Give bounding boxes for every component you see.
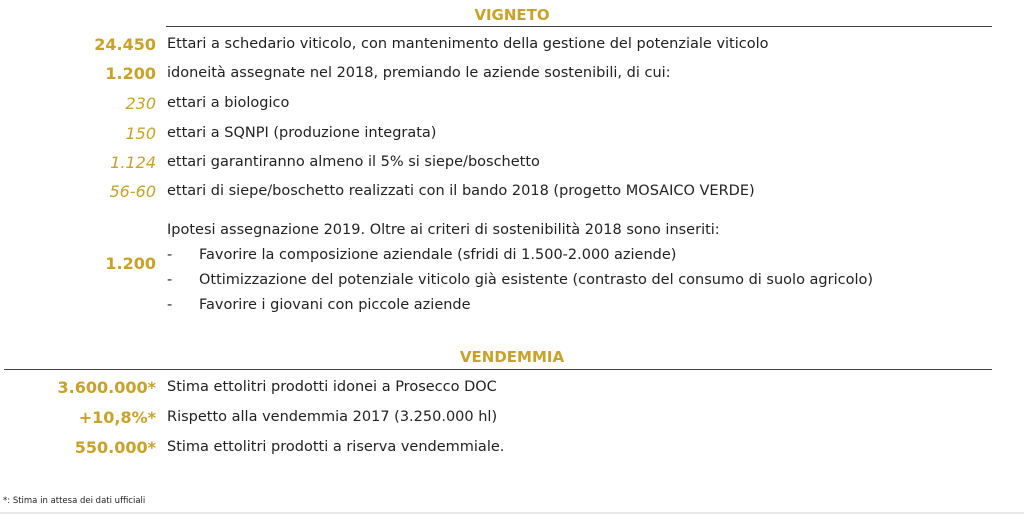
bullet-dash: - xyxy=(167,297,173,313)
vendemmia-desc: Stima ettolitri prodotti a riserva vendemmiale. xyxy=(167,439,505,455)
vigneto-desc: ettari garantiranno almeno il 5% si siepe/boschetto xyxy=(167,154,540,170)
vigneto-value: 150 xyxy=(125,124,156,143)
vigneto-desc: Ettari a schedario viticolo, con mantenimento della gestione del potenziale viticolo xyxy=(167,36,769,52)
vigneto-row xyxy=(0,35,1024,59)
bullet-dash: - xyxy=(167,247,173,263)
ipotesi-bullet xyxy=(167,243,873,268)
vendemmia-desc: Stima ettolitri prodotti idonei a Prosecco DOC xyxy=(167,379,497,395)
ipotesi-bullet xyxy=(167,293,873,318)
footnote: *: Stima in attesa dei dati ufficiali xyxy=(3,496,146,506)
vigneto-row xyxy=(0,124,1024,148)
vigneto-title: VIGNETO xyxy=(474,6,550,24)
bottom-divider xyxy=(0,512,1024,514)
vigneto-desc: ettari di siepe/boschetto realizzati con il bando 2018 (progetto MOSAICO VERDE) xyxy=(167,183,755,199)
ipotesi-block xyxy=(167,218,873,318)
bullet-dash: - xyxy=(167,272,173,288)
ipotesi-intro: Ipotesi assegnazione 2019. Oltre ai criteri di sostenibilità 2018 sono inseriti: xyxy=(167,222,720,238)
vigneto-value: 1.200 xyxy=(105,64,156,83)
ipotesi-bullet xyxy=(167,268,873,293)
vigneto-row xyxy=(0,153,1024,177)
vigneto-desc: idoneità assegnate nel 2018, premiando le aziende sostenibili, di cui: xyxy=(167,65,671,81)
ipotesi-bullet-text: Favorire la composizione aziendale (sfridi di 1.500-2.000 aziende) xyxy=(199,247,677,263)
vendemmia-rule xyxy=(4,369,992,370)
vendemmia-row xyxy=(0,378,1024,402)
vigneto-row xyxy=(0,182,1024,206)
vendemmia-row xyxy=(0,408,1024,432)
ipotesi-bullet-text: Ottimizzazione del potenziale viticolo già esistente (contrasto del consumo di suolo agricolo) xyxy=(199,272,874,288)
vigneto-row xyxy=(0,64,1024,88)
vendemmia-value: 550.000* xyxy=(74,438,156,457)
vendemmia-value: 3.600.000* xyxy=(57,378,156,397)
vendemmia-title: VENDEMMIA xyxy=(459,348,565,366)
vendemmia-value: +10,8%* xyxy=(78,408,156,427)
vigneto-desc: ettari a SQNPI (produzione integrata) xyxy=(167,125,437,141)
vigneto-rule xyxy=(166,26,992,27)
vigneto-value: 230 xyxy=(125,94,156,113)
vendemmia-row xyxy=(0,438,1024,462)
vendemmia-desc: Rispetto alla vendemmia 2017 (3.250.000 hl) xyxy=(167,409,498,425)
vigneto-value: 24.450 xyxy=(94,35,156,54)
vigneto-row xyxy=(0,94,1024,118)
ipotesi-value: 1.200 xyxy=(105,254,156,273)
ipotesi-bullet-text: Favorire i giovani con piccole aziende xyxy=(199,297,471,313)
vigneto-value: 1.124 xyxy=(110,153,156,172)
vigneto-value: 56-60 xyxy=(109,182,156,201)
vigneto-desc: ettari a biologico xyxy=(167,95,290,111)
